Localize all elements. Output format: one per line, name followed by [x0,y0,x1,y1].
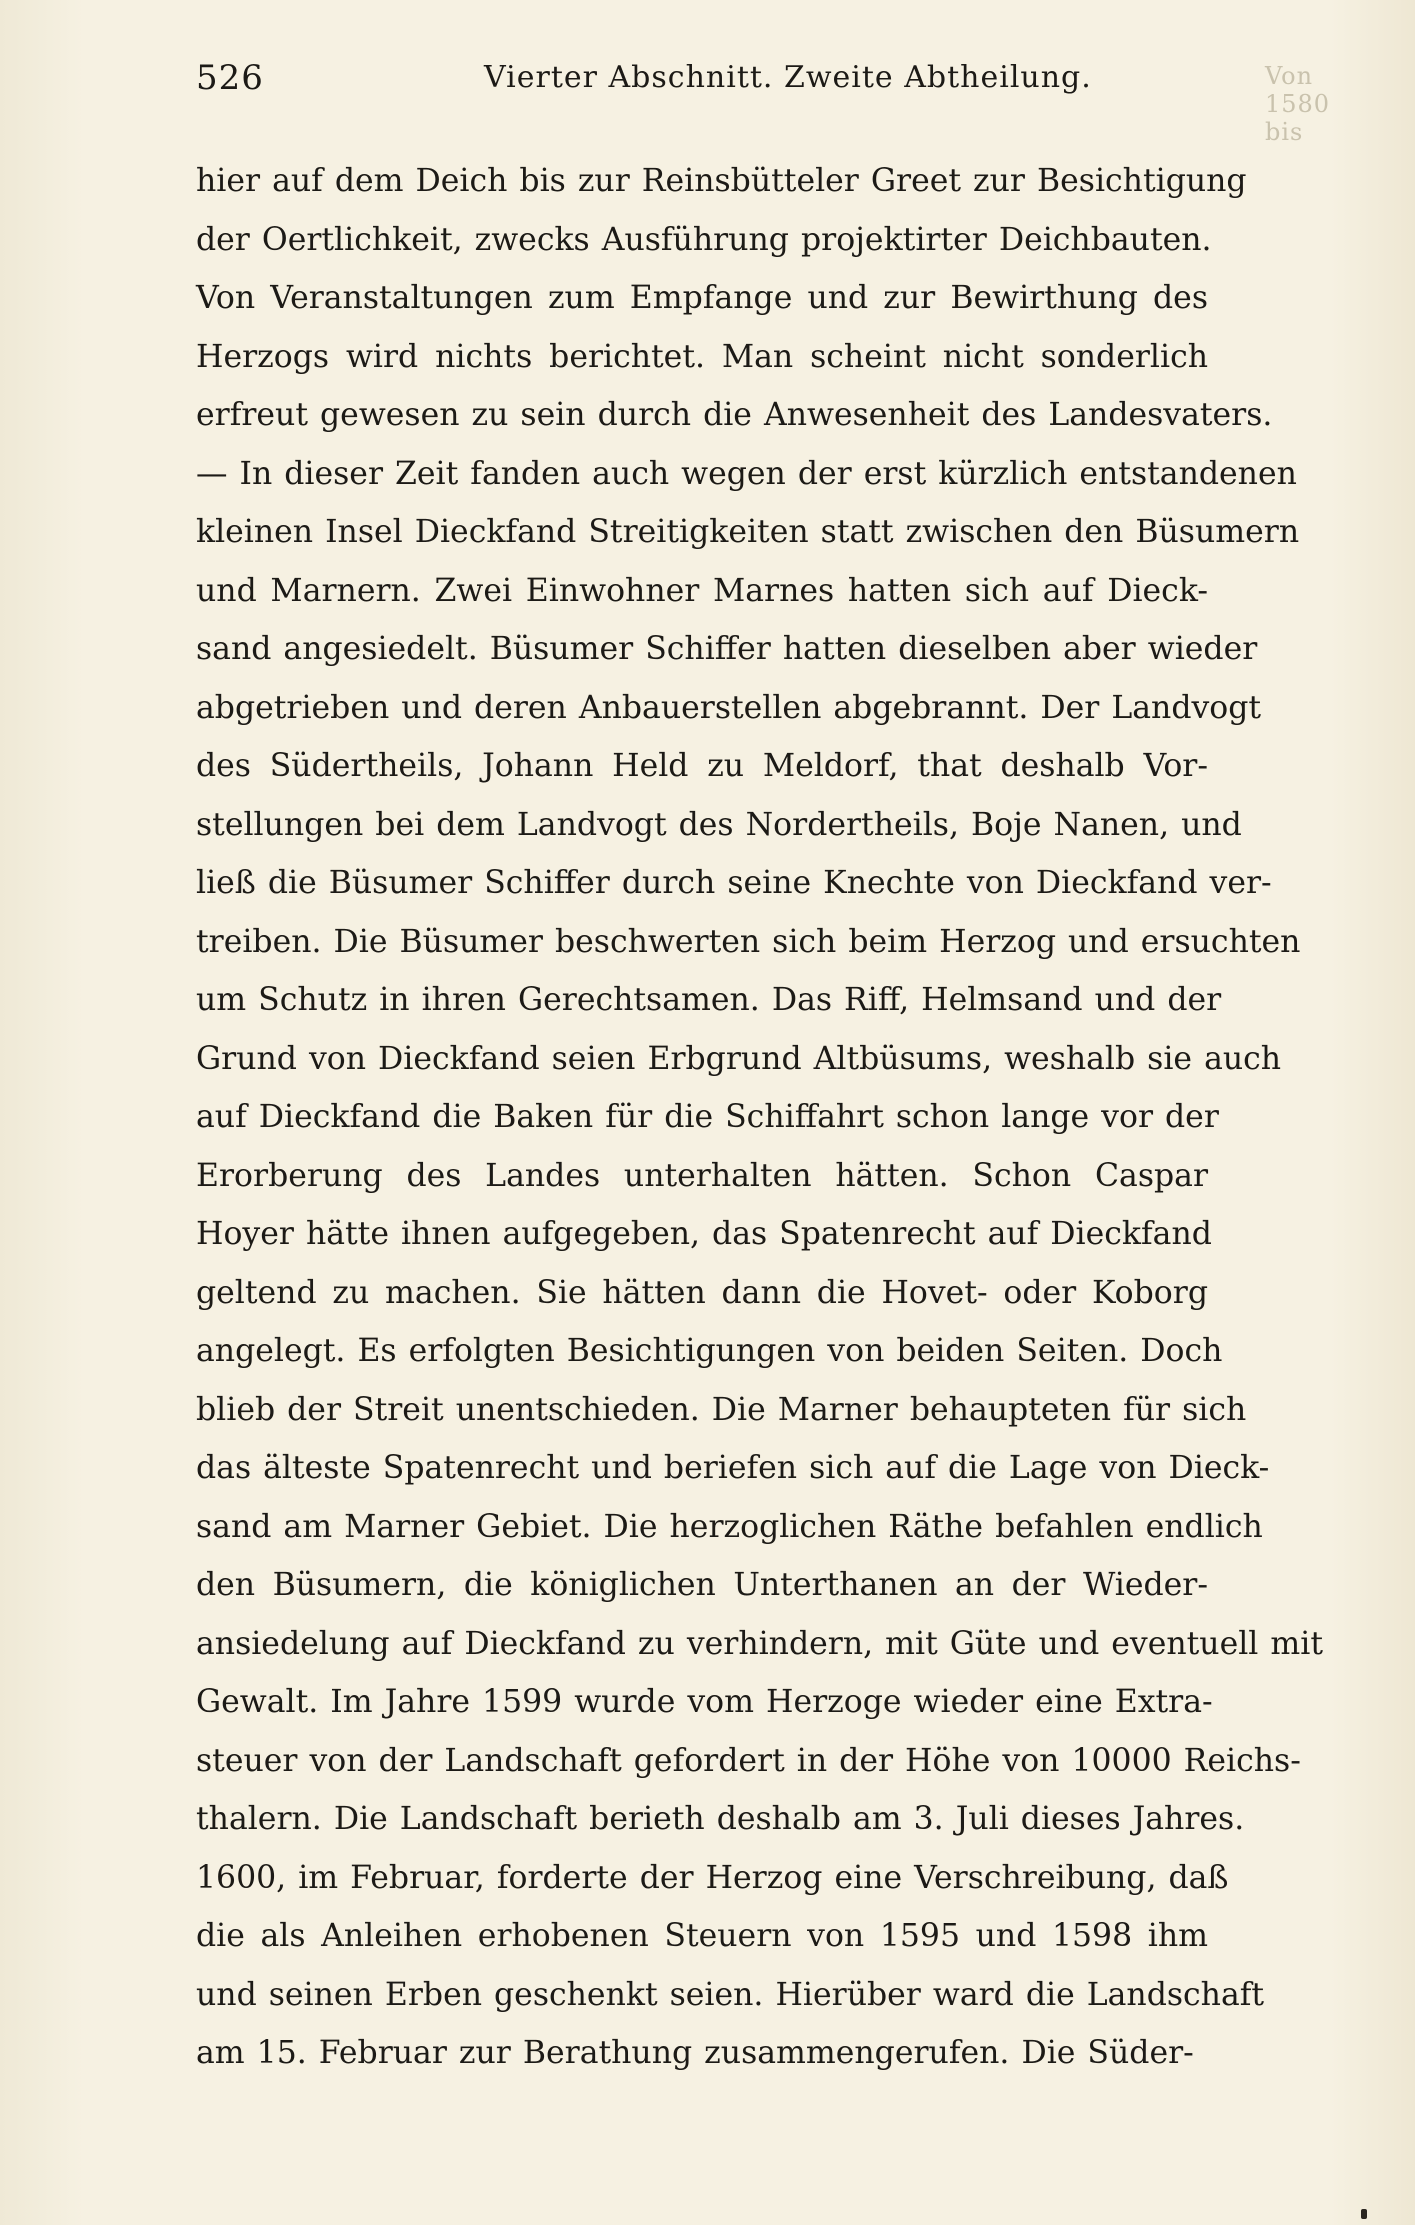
page-number: 526 [196,58,264,98]
text-line: ansiedelung auf Dieckfand zu verhindern, mit Güte und eventuell mit [196,1625,1323,1662]
running-title: Vierter Abschnitt. Zweite Abtheilung. [484,60,1092,95]
text-line: sand angesiedelt. Büsumer Schiffer hatten dieselben aber wieder [196,631,1258,667]
text-line: des Südertheils, Johann Held zu Meldorf, that deshalb Vor- [196,748,1208,784]
text-line: thalern. Die Landschaft berieth deshalb am 3. Juli dieses Jahres. [196,1801,1245,1837]
text-line: blieb der Streit unentschieden. Die Marner behaupteten für sich [196,1391,1247,1428]
text-line: steuer von der Landschaft gefordert in der Höhe von 10000 Reichs- [196,1742,1301,1779]
text-line: und Marnern. Zwei Einwohner Marnes hatten sich auf Dieck- [196,572,1208,609]
text-line: stellungen bei dem Landvogt des Nordertheils, Boje Nanen, und [196,806,1242,843]
text-line: sand am Marner Gebiet. Die herzoglichen Räthe befahlen endlich [196,1508,1263,1545]
text-line: um Schutz in ihren Gerechtsamen. Das Riff, Helmsand und der [196,982,1222,1018]
page-corner-mark [1361,2209,1367,2219]
text-line: und seinen Erben geschenkt seien. Hierüber ward die Landschaft [196,1976,1265,2013]
text-line: abgetrieben und deren Anbauerstellen abgebrannt. Der Landvogt [196,689,1262,726]
text-line: angelegt. Es erfolgten Besichtigungen von beiden Seiten. Doch [196,1333,1223,1369]
text-line: Hoyer hätte ihnen aufgegeben, das Spatenrecht auf Dieckfand [196,1216,1212,1252]
text-line: kleinen Insel Dieckfand Streitigkeiten statt zwischen den Büsumern [196,514,1300,550]
text-line: erfreut gewesen zu sein durch die Anwesenheit des Landesvaters. [196,397,1273,433]
page-header [196,58,1206,106]
text-line: 1600, im Februar, forderte der Herzog eine Verschreibung, daß [196,1859,1229,1896]
text-line: treiben. Die Büsumer beschwerten sich beim Herzog und ersuchten [196,923,1301,960]
bleed-through-text: Von 1580 bis [1265,62,1331,146]
body-text [196,152,1323,2083]
text-line: Von Veranstaltungen zum Empfange und zur Bewirthung des [196,280,1208,316]
text-line: die als Anleihen erhobenen Steuern von 1595 und 1598 ihm [196,1918,1208,1954]
text-line: Herzogs wird nichts berichtet. Man scheint nicht sonderlich [196,338,1208,375]
text-line: Grund von Dieckfand seien Erbgrund Altbüsums, weshalb sie auch [196,1040,1282,1077]
text-line: das älteste Spatenrecht und beriefen sich auf die Lage von Dieck- [196,1450,1270,1486]
text-line: Erorberung des Landes unterhalten hätten. Schon Caspar [196,1157,1208,1194]
text-line: ließ die Büsumer Schiffer durch seine Knechte von Dieckfand ver- [196,865,1272,901]
text-line: Gewalt. Im Jahre 1599 wurde vom Herzoge wieder eine Extra- [196,1684,1213,1720]
text-line: den Büsumern, die königlichen Unterthanen an der Wieder- [196,1567,1208,1603]
text-line: am 15. Februar zur Berathung zusammengerufen. Die Süder- [196,2035,1194,2071]
text-line: auf Dieckfand die Baken für die Schiffahrt schon lange vor der [196,1099,1219,1135]
text-line: geltend zu machen. Sie hätten dann die Hovet- oder Koborg [196,1274,1208,1311]
text-line: der Oertlichkeit, zwecks Ausführung projektirter Deichbauten. [196,221,1212,258]
text-line: — In dieser Zeit fanden auch wegen der erst kürzlich entstandenen [196,455,1297,492]
text-line: hier auf dem Deich bis zur Reinsbütteler Greet zur Besichtigung [196,163,1247,199]
